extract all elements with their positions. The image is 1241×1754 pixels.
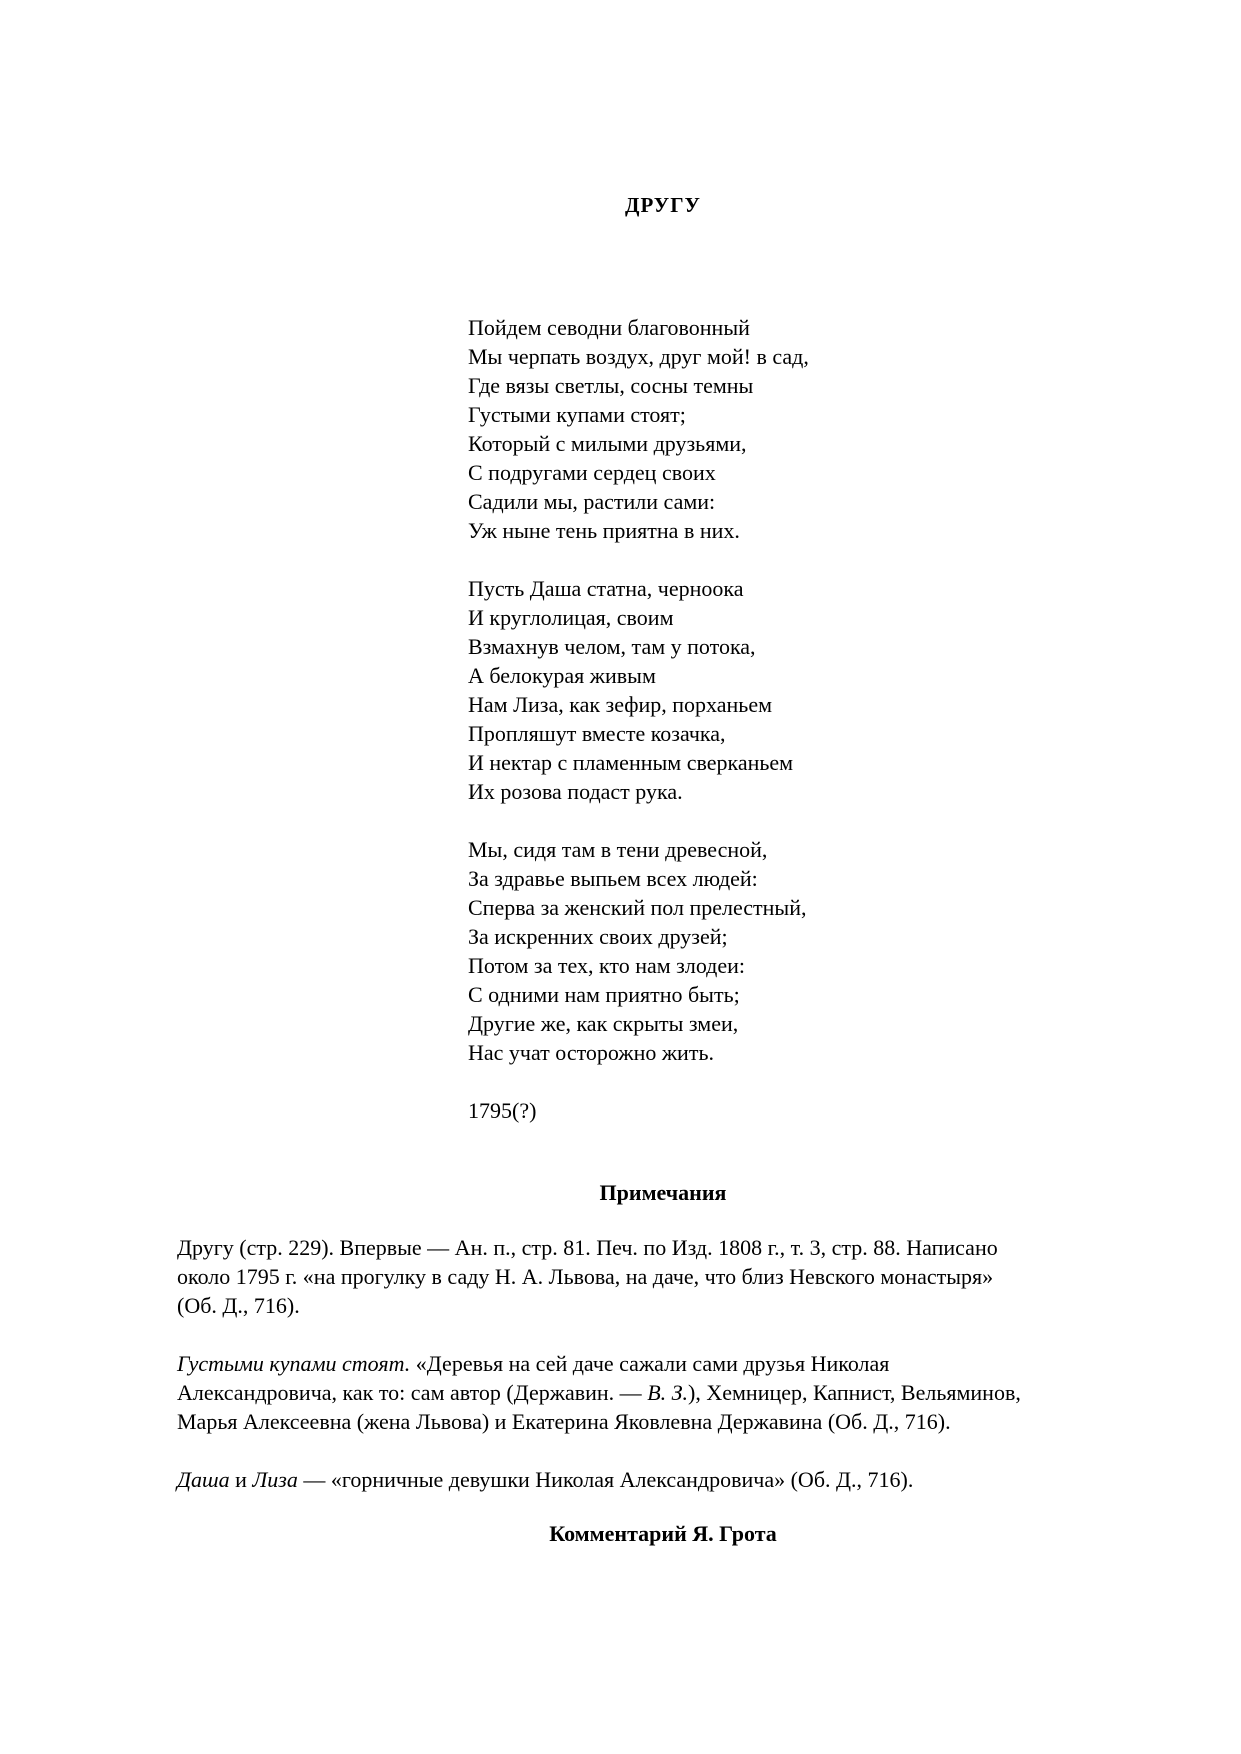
note-line [177,1465,1157,1494]
poem-line: Пропляшут вместе козачка, [468,721,726,746]
page-title: ДРУГУ [625,193,701,217]
poem-line: С подругами сердец своих [468,460,716,485]
note-line [177,1349,1157,1378]
poem-line: Густыми купами стоят; [468,402,686,427]
poem-line: Взмахнув челом, там у потока, [468,634,756,659]
poem-line: Потом за тех, кто нам злодеи: [468,953,746,978]
note-text: Александровича, как то: сам автор (Державин. — [177,1380,648,1405]
note-line: (Об. Д., 716). [177,1293,300,1318]
note-paragraph-2 [177,1349,1157,1436]
poem-line: С одними нам приятно быть; [468,982,740,1007]
poem-line: Садили мы, растили сами: [468,489,716,514]
note-line: Марья Алексеевна (жена Львова) и Екатерина Яковлевна Державина (Об. Д., 716). [177,1409,951,1434]
poem [468,313,809,1125]
notes-heading: Примечания [599,1180,727,1205]
poem-line: Мы, сидя там в тени древесной, [468,837,768,862]
poem-line: Пусть Даша статна, черноока [468,576,744,601]
poem-line: Их розова подаст рука. [468,779,683,804]
poem-date: 1795(?) [468,1098,537,1123]
note-italic-name: Лиза [252,1467,298,1492]
poem-line: За искренних своих друзей; [468,924,728,949]
note-line [177,1378,1157,1407]
poem-line: Где вязы светлы, сосны темны [468,373,754,398]
poem-stanza-2 [468,574,809,806]
note-paragraph-3 [177,1465,1157,1494]
poem-line: Нас учат осторожно жить. [468,1040,714,1065]
poem-line: Мы черпать воздух, друг мой! в сад, [468,344,809,369]
note-italic-name: Даша [177,1467,230,1492]
poem-line: Пойдем севодни благовонный [468,315,750,340]
poem-line: За здравье выпьем всех людей: [468,866,758,891]
poem-line: Который с милыми друзьями, [468,431,747,456]
notes-section [177,1233,1157,1523]
note-italic-initials: В. З. [647,1380,689,1405]
note-text: и [229,1467,253,1492]
poem-line: Уж ныне тень приятна в них. [468,518,740,543]
poem-line: И нектар с пламенным сверканьем [468,750,794,775]
poem-line: Нам Лиза, как зефир, порханьем [468,692,773,717]
note-paragraph-1 [177,1233,1157,1320]
note-text: «Деревья на сей даче сажали сами друзья Николая [410,1351,890,1376]
poem-stanza-1 [468,313,809,545]
poem-stanza-3 [468,835,809,1067]
poem-line: Другие же, как скрыты змеи, [468,1011,739,1036]
poem-line: А белокурая живым [468,663,656,688]
poem-line: И круглолицая, своим [468,605,674,630]
grot-commentary-heading: Комментарий Я. Грота [549,1521,777,1546]
note-text: — «горничные девушки Николая Александровича» (Об. Д., 716). [297,1467,914,1492]
poem-line: Сперва за женский пол прелестный, [468,895,807,920]
note-italic-quote: Густыми купами стоят. [177,1351,411,1376]
note-line: Другу (стр. 229). Впервые — Ан. п., стр. 81. Печ. по Изд. 1808 г., т. 3, стр. 88. Написано [177,1235,998,1260]
note-line: около 1795 г. «на прогулку в саду Н. А. Львова, на даче, что близ Невского монастыря» [177,1264,994,1289]
note-text: ), Хемницер, Капнист, Вельяминов, [688,1380,1021,1405]
